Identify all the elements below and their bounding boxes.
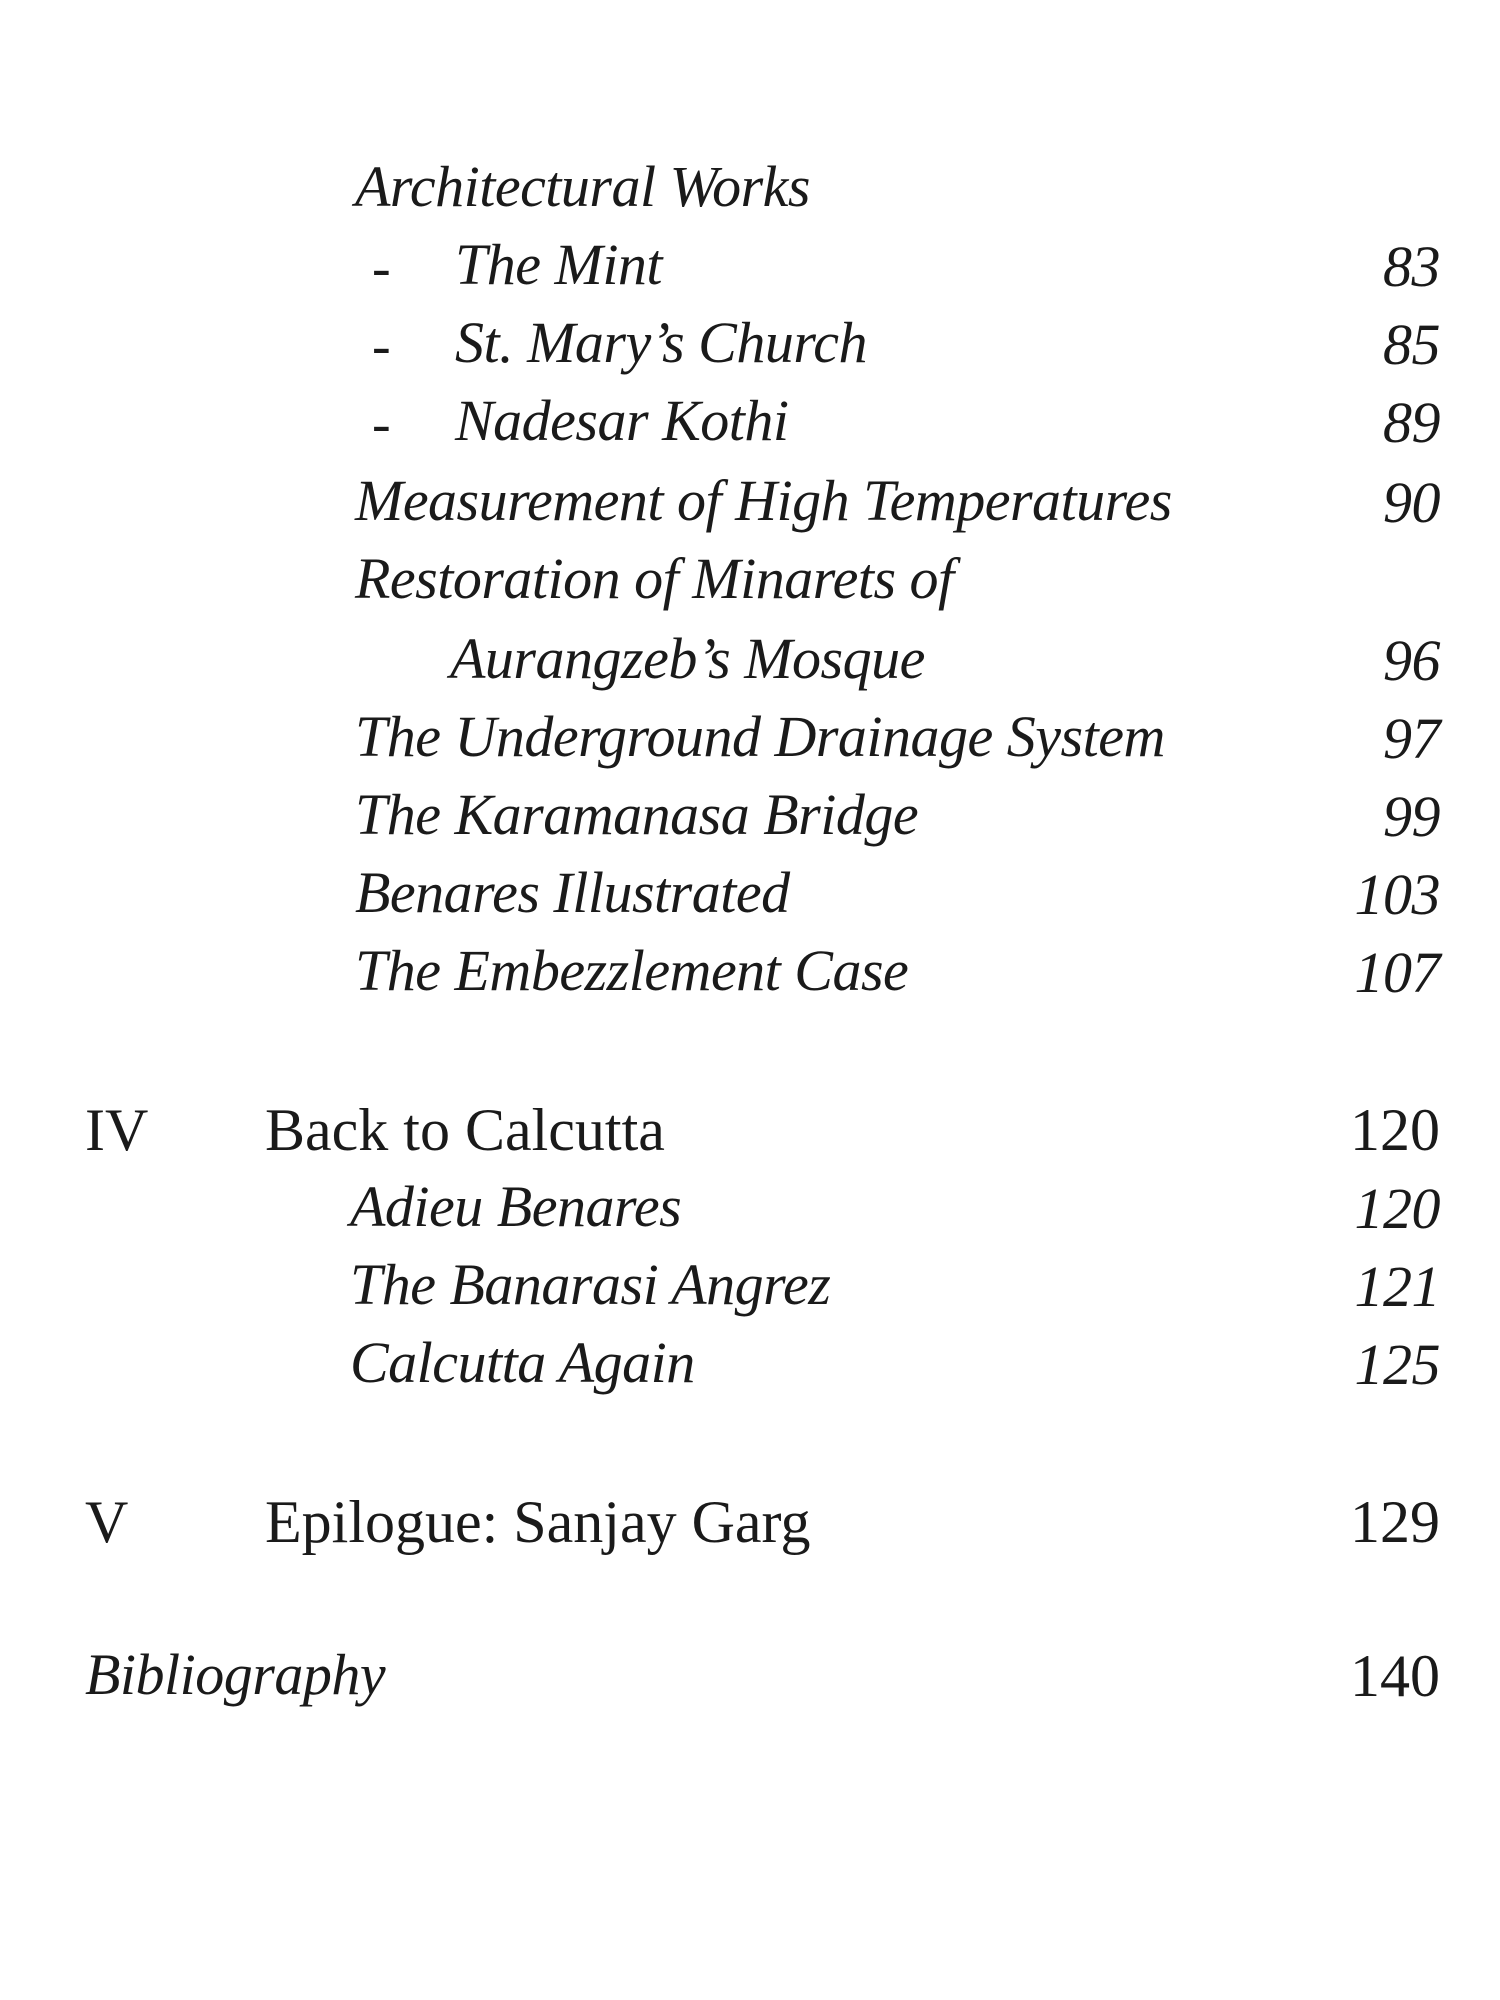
toc-chapter-title: Epilogue: Sanjay Garg [265,1489,811,1555]
toc-entry-page: 97 [1383,706,1440,771]
toc-entry-title: The Underground Drainage System [355,704,1165,769]
toc-entry-title: The Embezzlement Case [355,938,909,1003]
toc-chapter-title: Back to Calcutta [265,1097,665,1163]
toc-entry-title: Calcutta Again [350,1330,695,1395]
toc-bullet: - [372,237,391,299]
toc-entry-title: Benares Illustrated [355,860,790,925]
toc-chapter-page: 120 [1350,1097,1440,1163]
toc-subheading-architectural-works: Architectural Works [355,154,810,219]
toc-entry-title: Restoration of Minarets of [355,546,954,611]
toc-entry-page: 125 [1354,1332,1440,1397]
toc-bibliography-page: 140 [1350,1643,1440,1709]
toc-bullet: - [372,393,391,455]
toc-entry-title: The Mint [455,232,663,297]
toc-bullet: - [372,315,391,377]
toc-entry-title: The Banarasi Angrez [350,1252,831,1317]
toc-entry-title: St. Mary’s Church [455,310,867,375]
toc-entry-page: 120 [1354,1176,1440,1241]
toc-entry-page: 107 [1354,940,1440,1005]
toc-entry-page: 89 [1383,390,1440,455]
toc-entry-page: 99 [1383,784,1440,849]
toc-chapter-numeral: V [85,1489,129,1555]
toc-entry-title: Measurement of High Temperatures [355,468,1172,533]
toc-entry-page: 90 [1383,470,1440,535]
toc-entry-page: 83 [1383,234,1440,299]
toc-entry-page: 103 [1354,862,1440,927]
toc-entry-title-continued: Aurangzeb’s Mosque [450,626,925,691]
toc-entry-title: Nadesar Kothi [455,388,789,453]
toc-chapter-page: 129 [1350,1489,1440,1555]
toc-entry-page: 96 [1383,628,1440,693]
toc-entry-page: 85 [1383,312,1440,377]
toc-chapter-numeral: IV [85,1097,149,1163]
toc-entry-title: The Karamanasa Bridge [355,782,919,847]
toc-entry-title: Adieu Benares [350,1174,682,1239]
toc-entry-page: 121 [1354,1254,1440,1319]
toc-bibliography-title: Bibliography [85,1642,386,1707]
